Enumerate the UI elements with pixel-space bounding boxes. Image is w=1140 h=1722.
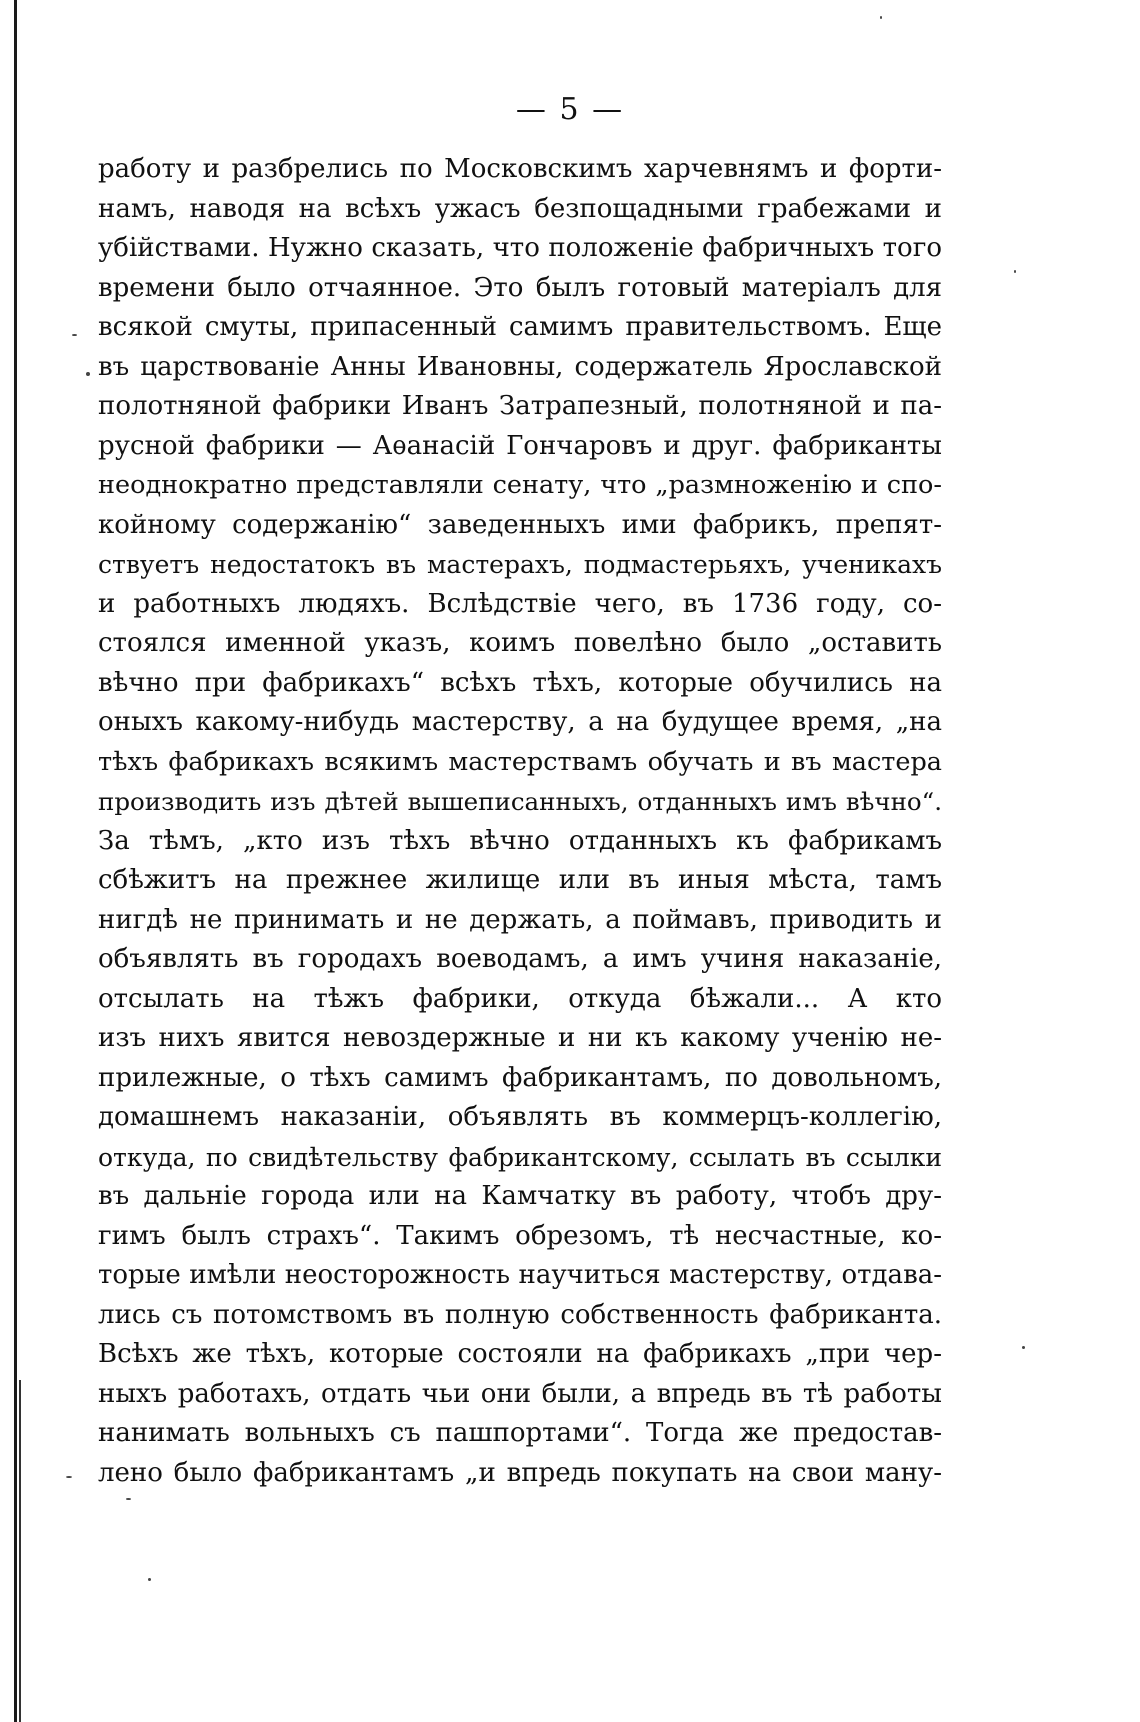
paper-speck: [86, 372, 90, 376]
text-line: изъ нихъ явится невоздержные и ни къ какому ученію не-: [98, 1023, 942, 1053]
text-line: вѣчно при фабрикахъ“ всѣхъ тѣхъ, которые обучились на: [98, 667, 942, 698]
text-line: и работныхъ людяхъ. Вслѣдствіе чего, въ 1736 году, со-: [98, 588, 942, 619]
text-line: тѣхъ фабрикахъ всякимъ мастерствамъ обучать и въ мастера: [98, 746, 942, 777]
binding-edge-line: [14, 0, 17, 1722]
text-line: въ царствованіе Анны Ивановны, содержатель Ярославской: [98, 351, 942, 382]
text-line: неоднократно представляли сенату, что „размноженію и спо-: [98, 470, 942, 500]
paper-speck: [66, 1476, 72, 1478]
text-line: въ дальніе города или на Камчатку въ работу, чтобъ дру-: [98, 1181, 942, 1211]
paper-speck: [148, 1578, 151, 1581]
text-line: лено было фабрикантамъ „и впредь покупать на свои ману-: [98, 1457, 942, 1488]
body-text: [98, 150, 942, 1493]
paper-speck: [72, 334, 77, 336]
text-line: нигдѣ не принимать и не держать, а поймавъ, приводить и: [98, 904, 942, 935]
text-line: стоялся именной указъ, коимъ повелѣно было „оставить: [98, 628, 942, 658]
text-line: торые имѣли неосторожность научиться мастерству, отдава-: [98, 1260, 942, 1290]
text-line: сбѣжитъ на прежнее жилище или въ иныя мѣста, тамъ: [98, 865, 942, 895]
text-line: объявлять въ городахъ воеводамъ, а имъ учиня наказаніе,: [98, 944, 942, 974]
text-line: Всѣхъ же тѣхъ, которые состояли на фабрикахъ „при чер-: [98, 1339, 942, 1369]
text-line: отсылать на тѣжъ фабрики, откуда бѣжали... А кто: [98, 983, 942, 1014]
text-line: прилежные, о тѣхъ самимъ фабрикантамъ, по довольномъ,: [98, 1062, 942, 1093]
text-line: нанимать вольныхъ съ пашпортами“. Тогда же предостав-: [98, 1418, 942, 1448]
text-line: намъ, наводя на всѣхъ ужасъ безпощадными грабежами и: [98, 193, 942, 224]
text-line: койному содержанію“ заведенныхъ ими фабрикъ, препят-: [98, 509, 942, 540]
paper-speck: [126, 1498, 131, 1500]
text-line: гимъ былъ страхъ“. Такимъ обрезомъ, тѣ несчастные, ко-: [98, 1220, 942, 1251]
text-line: работу и разбрелись по Московскимъ харчевнямъ и форти-: [98, 154, 942, 184]
text-line: оныхъ какому-нибудь мастерству, а на будущее время, „на: [98, 707, 942, 737]
text-line: русной фабрики — Аѳанасій Гончаровъ и друг. фабриканты: [98, 430, 942, 461]
text-line: За тѣмъ, „кто изъ тѣхъ вѣчно отданныхъ къ фабрикамъ: [98, 825, 942, 856]
page-number: — 5 —: [515, 92, 625, 127]
text-line: всякой смуты, припасенный самимъ правительствомъ. Еще: [98, 312, 942, 342]
text-line: производить изъ дѣтей вышеписанныхъ, отданныхъ имъ вѣчно“.: [98, 787, 942, 816]
text-line: времени было отчаянное. Это былъ готовый матеріалъ для: [98, 272, 942, 303]
text-line: ствуетъ недостатокъ въ мастерахъ, подмастерьяхъ, ученикахъ: [98, 550, 942, 579]
text-line: домашнемъ наказаніи, объявлять въ коммерцъ-коллегію,: [98, 1102, 942, 1132]
text-line: убійствами. Нужно сказать, что положеніе фабричныхъ того: [98, 233, 942, 263]
text-line: ныхъ работахъ, отдать чьи они были, а впредь въ тѣ работы: [98, 1378, 942, 1409]
text-line: откуда, по свидѣтельству фабрикантскому, ссылать въ ссылки: [98, 1142, 942, 1172]
text-line: лись съ потомствомъ въ полную собственность фабриканта.: [98, 1299, 942, 1330]
paper-speck: [1014, 270, 1016, 273]
text-line: полотняной фабрики Иванъ Затрапезный, полотняной и па-: [98, 391, 942, 421]
paper-speck: [1022, 1346, 1025, 1349]
binding-edge-shadow: [19, 1380, 21, 1722]
paper-speck: [880, 16, 882, 19]
